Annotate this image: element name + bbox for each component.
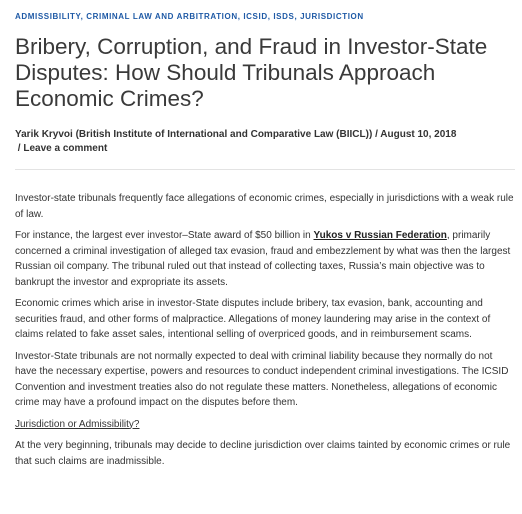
- category-list: [15, 12, 515, 22]
- byline-separator: /: [17, 143, 21, 154]
- article-title: Bribery, Corruption, and Fraud in Investor-State Disputes: How Should Tribunals Approach Economic Crimes?: [15, 34, 488, 111]
- author-name[interactable]: Yarik Kryvoi: [15, 129, 73, 140]
- category-link-icsid[interactable]: ICSID: [243, 12, 268, 21]
- category-link-isds[interactable]: ISDS: [273, 12, 295, 21]
- article-body: [15, 191, 515, 475]
- yukos-case-link[interactable]: Yukos v Russian Federation: [313, 230, 447, 241]
- paragraph-text: For instance, the largest ever investor–State award of $50 billion in: [15, 230, 314, 241]
- paragraph-economic-crimes: Economic crimes which arise in investor-State disputes include bribery, tax evasion, bank, accounting and securities fraud, and other forms of malpractice. Allegations of money laundering may arise in the context of claims related to fake asset sales, intentional selling of overpriced goods, and in reimbursement scams.: [15, 298, 491, 340]
- category-separator: ,: [294, 12, 298, 21]
- paragraph-jurisdiction: At the very beginning, tribunals may decide to decline jurisdiction over claims tainted by economic crimes or rule that such claims are inadmissible.: [15, 440, 511, 467]
- paragraph-yukos: [15, 228, 515, 290]
- post-date[interactable]: August 10, 2018: [380, 129, 457, 140]
- paragraph-text: , primarily concerned a criminal investigation of alleged tax evasion, fraud and embezzlement by what was then the largest Russian oil company. The tribunal ruled out that instead of collecting taxes, Russia’s main objective was to bankrupt the investor and expropriate its assets.: [15, 230, 511, 288]
- byline: [15, 128, 515, 156]
- section-subheading: Jurisdiction or Admissibility?: [15, 418, 140, 430]
- author-affiliation: (British Institute of International and Comparative Law (BIICL)): [75, 129, 373, 140]
- header-divider: [15, 169, 515, 170]
- paragraph-intro: Investor-state tribunals frequently face allegations of economic crimes, especially in jurisdictions with a weak rule of law.: [15, 193, 514, 220]
- category-link-criminal-law[interactable]: CRIMINAL LAW AND ARBITRATION: [86, 12, 238, 21]
- category-separator: ,: [237, 12, 241, 21]
- category-link-jurisdiction[interactable]: JURISDICTION: [300, 12, 364, 21]
- category-link-admissibility[interactable]: ADMISSIBILITY: [15, 12, 81, 21]
- category-separator: ,: [267, 12, 271, 21]
- byline-separator: /: [375, 129, 378, 140]
- category-separator: ,: [80, 12, 84, 21]
- paragraph-criminal-liability: Investor-State tribunals are not normally expected to deal with criminal liability because they normally do not have the necessary expertise, powers and resources to conduct independent criminal investigations. The ICSID Convention and investment treaties also do not regulate these matters. Nonetheless, allegations of economic crime may have a profound impact on the disputes before them.: [15, 350, 509, 408]
- leave-comment-link[interactable]: Leave a comment: [23, 143, 108, 154]
